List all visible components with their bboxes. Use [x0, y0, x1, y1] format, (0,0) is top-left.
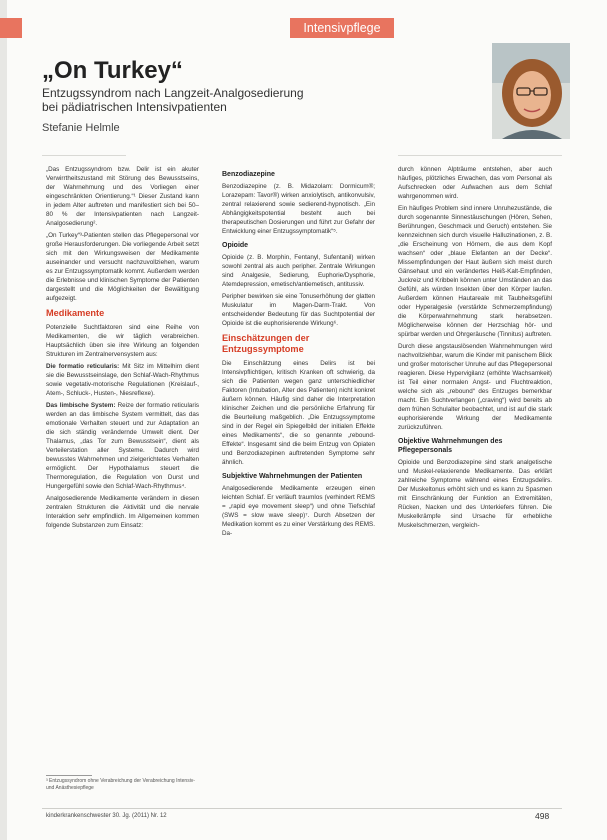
- column-3: [398, 165, 552, 533]
- header-accent-band: [0, 18, 22, 38]
- paragraph-text: Reize der formatio reticularis werden an das limbische System vermittelt, das das emotionale Verhalten steuert und zur Adaptation an die sich ständig verändernde Umwelt dient. Der Thalamus, „das Tor zum Bewusstsein“, dient als Verteilerstation aller Systeme. Dadurch wird bewusstes Wahrnehmen und zielgerichtetes Verhalten ermöglicht. Der Hypothalamus steuert die Thermoregulation, die Regulation von Durst und Hungergefühl sowie den Schlaf-Wach-Rhythmus⁴.: [46, 402, 199, 490]
- paragraph: Benzodiazepine (z. B. Midazolam: Dormicum®; Lorazepam: Tavor®) wirken anxiolytisch, antikonvulsiv, zentral relaxierend sowie sedierend-hypnotisch. „Ein Abhängigkeitspotential besteht auch bei therapeutischen Dosierungen und führt zur Gefahr der Entwicklung einer Entzugssymptomatik“⁵.: [222, 183, 375, 235]
- paragraph: Analgosedierende Medikamente verändern in diesen zentralen Strukturen die Aktivität und die nervale Interaktion sehr empfindlich. Im Allgemeinen kommen folgende Substanzen zum Einsatz:: [46, 495, 199, 529]
- paragraph: Analgosedierende Medikamente erzeugen einen leichten Schlaf. Er verläuft traumlos (verhindert REMS = „rapid eye movement sleep“) und ohne Tiefschlaf (SWS = slow wave sleep)⁷. Durch Absetzen der Medikation kommt es zu einer Verstärkung des REMS. Da-: [222, 485, 375, 537]
- term: Die formatio reticularis:: [46, 363, 120, 370]
- footer-rule: [42, 808, 562, 809]
- section-heading-medikamente: Medikamente: [46, 308, 105, 318]
- column-2: [222, 165, 375, 541]
- article-author: Stefanie Helmle: [42, 122, 120, 134]
- term: Das limbische System:: [46, 402, 116, 409]
- paragraph: Durch diese angstauslösenden Wahrnehmungen wird nachvollziehbar, warum die Kinder mit panischem Blick und großer motorischer Unruhe auf das Pflegepersonal reagieren. Diese Hypervigilanz (erhöhte Wachsamkeit) ist Teil einer normalen Angst- und Fluchtreaktion, welche sich als „rebound“ des Entzuges bemerkbar macht. Ein Suchtverlangen („craving“) wird bereits ab dem frühen Schulalter beobachtet, und ist auf die stark euphorisierende Wirkung der Medikamente zurückzuführen.: [398, 343, 553, 431]
- paragraph-text: Mit Sitz im Mittelhirn dient sie die Bewusstseinslage, den Schlaf-Wach-Rhythmus sowie vegetativ-motorische Regulationen (Kreislauf-, Atem-, Schluck-, Husten-, Niesreflexe).: [46, 363, 200, 397]
- column-1: [46, 165, 199, 533]
- header-rule-left: [42, 155, 126, 156]
- subheading-subjektive-wahrnehmungen: Subjektive Wahrnehmungen der Patienten: [222, 473, 363, 480]
- paragraph: Peripher bewirken sie eine Tonuserhöhung der glatten Muskulatur im Magen-Darm-Trakt. Von entscheidender Bedeutung für das Suchtpotential der Opioide ist die euphorisierende Wirkung⁶.: [222, 293, 375, 327]
- footnote-rule: [46, 775, 92, 776]
- page-number: 498: [535, 811, 550, 821]
- paragraph: Potenzielle Suchtfaktoren sind eine Reihe von Medikamenten, die wir täglich verabreichen. Hauptsächlich üben sie ihre Wirkung an folgenden Strukturen im Zentralnervensystem aus:: [46, 324, 199, 358]
- section-tab: Intensivpflege: [290, 18, 394, 38]
- article-title: „On Turkey“: [42, 57, 183, 84]
- paragraph: [46, 401, 199, 491]
- author-photo: [492, 43, 570, 139]
- paragraph: „Das Entzugssyndrom bzw. Delir ist ein akuter Verwirrtheitszustand mit Störung des Bewusstseins, der Wahrnehmung und des Vorliegen einer eingeschränkten Orientierung.“¹ Dieser Zustand kann in jedem Alter auftreten und manifestiert sich bei 50–80 % der Intensivpatienten nach Langzeit-Analgosedierung².: [46, 166, 199, 227]
- paragraph: [46, 362, 199, 398]
- paragraph: Ein häufiges Problem sind innere Unruhezustände, die durch sogenannte Sinnestäuschungen (Hören, Sehen, Berührungen, Geschmack und Geruch) entstehen. Sie kennzeichnen sich durch visuelle Halluzinationen, z. B. „die Erscheinung von Hörnern, die aus dem Kopf wachsen“ oder „blaue Elefanten an der Decke“. Missempfindungen der Haut äußern sich meist durch Gänsehaut und ein verändertes Heiß-Kalt-Empfinden, Juckreiz und Kribbeln können unter Umständen an das Gefühl, als würden Insekten über den Körper laufen. Außerdem können Hautareale mit Taubheitsgefühl oder Hyperalgesie (verstärkte Schmerzempfindung) die Körperwahrnehmung stark herabsetzen. Möglicherweise können der Herzschlag hör- und spürbar werden und Ohrgeräusche (Tinnitus) auftreten.: [398, 205, 552, 338]
- journal-footer: kinderkrankenschwester 30. Jg. (2011) Nr. 12: [46, 813, 167, 819]
- subheading-benzodiazepine: Benzodiazepine: [222, 171, 275, 178]
- footnote: ³ Entzugssyndrom ohne Verabreichung der Verabreichung Intensiv- und Anästhesiepflege: [46, 778, 195, 791]
- paragraph: „On Turkey“³-Patienten stellen das Pflegepersonal vor große Herausforderungen. Die vorliegende Arbeit setzt sich mit den Wirkungsweisen der Medikamente auseinander und versucht nachzuvollziehen, warum es zur Entzugssymptomatik kommt. Außerdem werden die Erlebnisse und klinischen Symptome der Patienten dargestellt und die Möglichkeiten der Bewältigung aufgezeigt.: [46, 232, 199, 302]
- page-edge: [0, 0, 7, 840]
- subheading-objektive-wahrnehmungen: Objektive Wahrnehmungen des Pflegepersonals: [398, 438, 503, 454]
- paragraph: Opioide und Benzodiazepine sind stark analgetische und Muskel-relaxierende Medikamente. Das erklärt zahlreiche Symptome während eines Entzugsdelirs. Der Muskeltonus erhöht sich und es kann zu Spasmen mit Einschränkung der Funktion an Extremitäten, Rücken, Nacken und des Unterkiefers führen. Die Muskelkrämpfe sind Ursache für erhebliche Muskelschmerzen, vergleich-: [398, 459, 552, 529]
- paragraph: Opioide (z. B. Morphin, Fentanyl, Sufentanil) wirken sowohl zentral als auch peripher. Zentrale Wirkungen sind Analgesie, Sedierung, Euphorie/Dysphorie, Atemdepression, emetisch/antiemetisch, antitussiv.: [222, 254, 375, 288]
- header-rule-right: [398, 155, 562, 156]
- paragraph: durch können Alpträume entstehen, aber auch häufiges, plötzliches Erwachen, das vom Personal als Aufschrecken oder Aufwachen aus dem Schlaf wahrgenommen wird.: [398, 166, 552, 200]
- section-heading-einschaetzungen: Einschätzungen der Entzugssymptome: [222, 333, 310, 354]
- paragraph: Die Einschätzung eines Delirs ist bei Intensivpflichtigen, kritisch Kranken oft schwierig, da sich die Patienten wegen ganz unterschiedlicher Faktoren (Intubation, Alter des Patienten) nicht konkret äußern können. Häufig sind daher die Interpretation klinischer Zeichen und die persönliche Erfahrung für die Beurteilung maßgeblich. „Die Entzugssymptome sind in der Regel ein Spiegelbild der initialen Effekte eines Medikaments“, die so genannte „rebound-Effekte“. Insgesamt sind die beim Entzug von Opiaten und Benzodiazepinen auftretenden Symptome sehr ähnlich.: [222, 360, 375, 466]
- subheading-opioide: Opioide: [222, 242, 249, 249]
- article-subtitle: Entzugssyndrom nach Langzeit-Analgosedierung bei pädiatrischen Intensivpatienten: [42, 86, 304, 114]
